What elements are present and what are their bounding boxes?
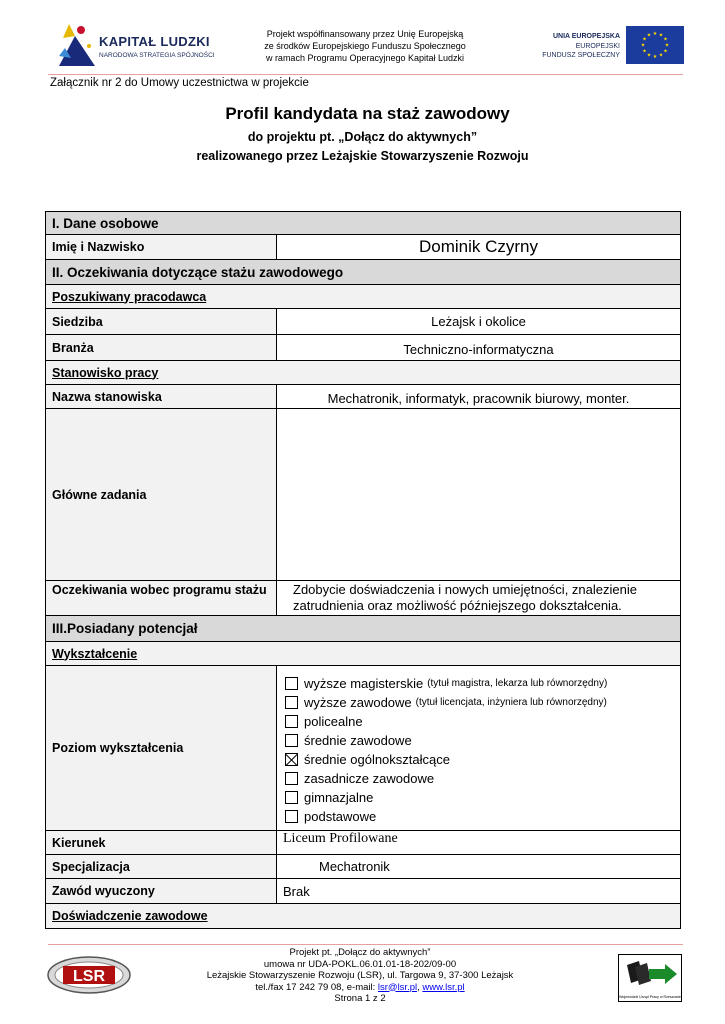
svg-text:★: ★ [642, 48, 647, 55]
education-option[interactable] [285, 769, 607, 788]
education-option-label: wyższe zawodowe [304, 695, 412, 710]
main-tasks-value[interactable] [277, 409, 680, 580]
education-option[interactable] [285, 693, 607, 712]
document-title-block [0, 104, 725, 163]
document-subtitle: do projektu pt. „Dołącz do aktywnych” [247, 130, 478, 144]
section-title: III.Posiadany potencjał [52, 621, 198, 636]
svg-text:★: ★ [646, 32, 652, 39]
education-option-label: średnie ogólnokształcące [304, 752, 450, 767]
annex-note: Załącznik nr 2 do Umowy uczestnictwa w projekcie [50, 77, 309, 89]
section-title: II. Oczekiwania dotyczące stażu zawodowego [52, 264, 344, 280]
footer-website-link[interactable]: www.lsr.pl [422, 981, 465, 993]
subheader-title: Wykształcenie [52, 646, 138, 661]
industry-value[interactable]: Techniczno-informatyczna [403, 342, 554, 357]
eu-label [520, 32, 620, 61]
education-option-label: policealne [304, 714, 363, 729]
footer-contact [200, 982, 520, 994]
education-option-label: wyższe magisterskie [304, 676, 424, 691]
page-header [0, 12, 725, 74]
checkbox[interactable] [285, 791, 298, 804]
checkbox[interactable] [285, 734, 298, 747]
svg-text:★: ★ [658, 32, 664, 39]
row-education-level [45, 666, 681, 831]
education-option[interactable] [285, 731, 607, 750]
cofinancing-note [240, 28, 490, 64]
checkbox[interactable] [285, 715, 298, 728]
education-option-label: podstawowe [304, 809, 377, 824]
education-option[interactable] [285, 712, 607, 731]
subheader-employer [45, 285, 681, 309]
footer-info [200, 947, 520, 1005]
seat-label: Siedziba [46, 309, 277, 334]
eu-label-line: FUNDUSZ SPOŁECZNY [542, 52, 620, 59]
subheader-title: Poszukiwany pracodawca [52, 289, 207, 304]
education-option-note: (tytuł magistra, lekarza lub równorzędny) [427, 678, 608, 689]
svg-text:★: ★ [663, 36, 668, 43]
wup-logo-caption: Wojewódzki Urząd Pracy w Rzeszowie [619, 994, 681, 999]
row-program-expectations [45, 581, 681, 616]
row-position-name [45, 385, 681, 409]
subheader-position [45, 361, 681, 385]
section-internship-expectations [45, 260, 681, 285]
checked-checkbox[interactable] [285, 753, 298, 766]
education-option[interactable] [285, 674, 607, 693]
education-option-note: (tytuł licencjata, inżyniera lub równorzędny) [415, 697, 607, 708]
subheader-education [45, 642, 681, 666]
section-personal-data [45, 211, 681, 235]
lsr-logo [47, 955, 131, 995]
svg-text:★: ★ [652, 54, 658, 60]
footer-address: Leżajskie Stowarzyszenie Rozwoju (LSR), ul. Targowa 9, 37-300 Leżajsk [206, 970, 514, 981]
education-checkbox-list [277, 666, 607, 826]
footer-email-link[interactable]: lsr@lsr.pl [377, 981, 418, 993]
profession-label: Zawód wyuczony [46, 879, 277, 903]
row-seat [45, 309, 681, 335]
eu-label-line: EUROPEJSKI [575, 42, 620, 50]
cofinancing-line: ze środków Europejskiego Funduszu Społecznego [264, 41, 466, 51]
row-profession [45, 879, 681, 904]
checkbox[interactable] [285, 772, 298, 785]
svg-text:★: ★ [652, 31, 658, 37]
education-option-label: gimnazjalne [304, 790, 374, 805]
specialization-label: Specjalizacja [46, 855, 277, 878]
wup-logo [618, 954, 682, 1002]
seat-value[interactable]: Leżajsk i okolice [431, 314, 526, 329]
footer-page-number: Strona 1 z 2 [334, 993, 386, 1004]
row-full-name [45, 235, 681, 260]
checkbox[interactable] [285, 696, 298, 709]
section-title: I. Dane osobowe [52, 215, 159, 231]
svg-text:★: ★ [640, 42, 646, 49]
svg-text:★: ★ [658, 52, 664, 59]
education-option[interactable] [285, 750, 607, 769]
logo-title: KAPITAŁ LUDZKI [99, 34, 210, 49]
footer-separator: , [417, 981, 423, 993]
position-name-value[interactable]: Mechatronik, informatyk, pracownik biurowy, monter. [327, 391, 630, 406]
full-name-label: Imię i Nazwisko [46, 235, 277, 259]
svg-text:★: ★ [646, 52, 652, 59]
main-tasks-label: Główne zadania [46, 409, 277, 580]
footer-agreement: umowa nr UDA-POKL.06.01.01-18-202/09-00 [263, 958, 457, 970]
svg-text:★: ★ [663, 48, 668, 55]
direction-value[interactable]: Liceum Profilowane [283, 831, 398, 846]
checkbox[interactable] [285, 677, 298, 690]
subheader-experience [45, 904, 681, 929]
document-subtitle-organizer: realizowanego przez Leżajskie Stowarzyszenie Rozwoju [196, 149, 529, 163]
document-title: Profil kandydata na staż zawodowy [225, 104, 510, 123]
lsr-logo-text: LSR [73, 968, 105, 985]
education-option[interactable] [285, 807, 607, 826]
specialization-value[interactable]: Mechatronik [319, 859, 390, 874]
header-divider [48, 74, 683, 75]
position-name-label: Nazwa stanowiska [46, 385, 277, 408]
education-level-options [277, 666, 680, 830]
footer-project: Projekt pt. „Dołącz do aktywnych” [289, 947, 431, 958]
row-specialization [45, 855, 681, 879]
row-direction [45, 831, 681, 855]
education-level-label: Poziom wykształcenia [46, 666, 277, 830]
subheader-title: Doświadczenie zawodowe [52, 909, 208, 923]
footer-phone: tel./fax 17 242 79 08, e-mail: [255, 981, 378, 993]
eu-flag-icon [626, 26, 684, 64]
program-expectations-value[interactable]: Zdobycie doświadczenia i nowych umiejętności, znalezienie zatrudnienia oraz możliwość późniejszego dokształcenia. [293, 582, 637, 613]
direction-label: Kierunek [46, 831, 277, 854]
svg-text:★: ★ [664, 42, 670, 49]
logo-subtitle: NARODOWA STRATEGIA SPÓJNOŚCI [99, 52, 215, 59]
row-main-tasks [45, 409, 681, 581]
svg-text:★: ★ [642, 36, 647, 43]
row-industry [45, 335, 681, 361]
cofinancing-line: w ramach Programu Operacyjnego Kapitał Ludzki [265, 53, 465, 63]
section-potential [45, 616, 681, 642]
industry-label: Branża [46, 335, 277, 360]
kapital-ludzki-emblem-icon [55, 16, 99, 72]
profession-value[interactable]: Brak [283, 883, 310, 899]
education-option-label: zasadnicze zawodowe [304, 771, 435, 786]
eu-label-line: UNIA EUROPEJSKA [552, 33, 620, 40]
education-option[interactable] [285, 788, 607, 807]
full-name-value[interactable]: Dominik Czyrny [418, 237, 539, 256]
checkbox[interactable] [285, 810, 298, 823]
program-expectations-label: Oczekiwania wobec programu stażu [46, 581, 277, 615]
education-option-label: średnie zawodowe [304, 733, 412, 748]
kapital-ludzki-logo [55, 16, 225, 72]
footer-divider [48, 944, 683, 945]
cofinancing-line: Projekt współfinansowany przez Unię Europejską [266, 29, 464, 39]
subheader-title: Stanowisko pracy [52, 365, 159, 380]
